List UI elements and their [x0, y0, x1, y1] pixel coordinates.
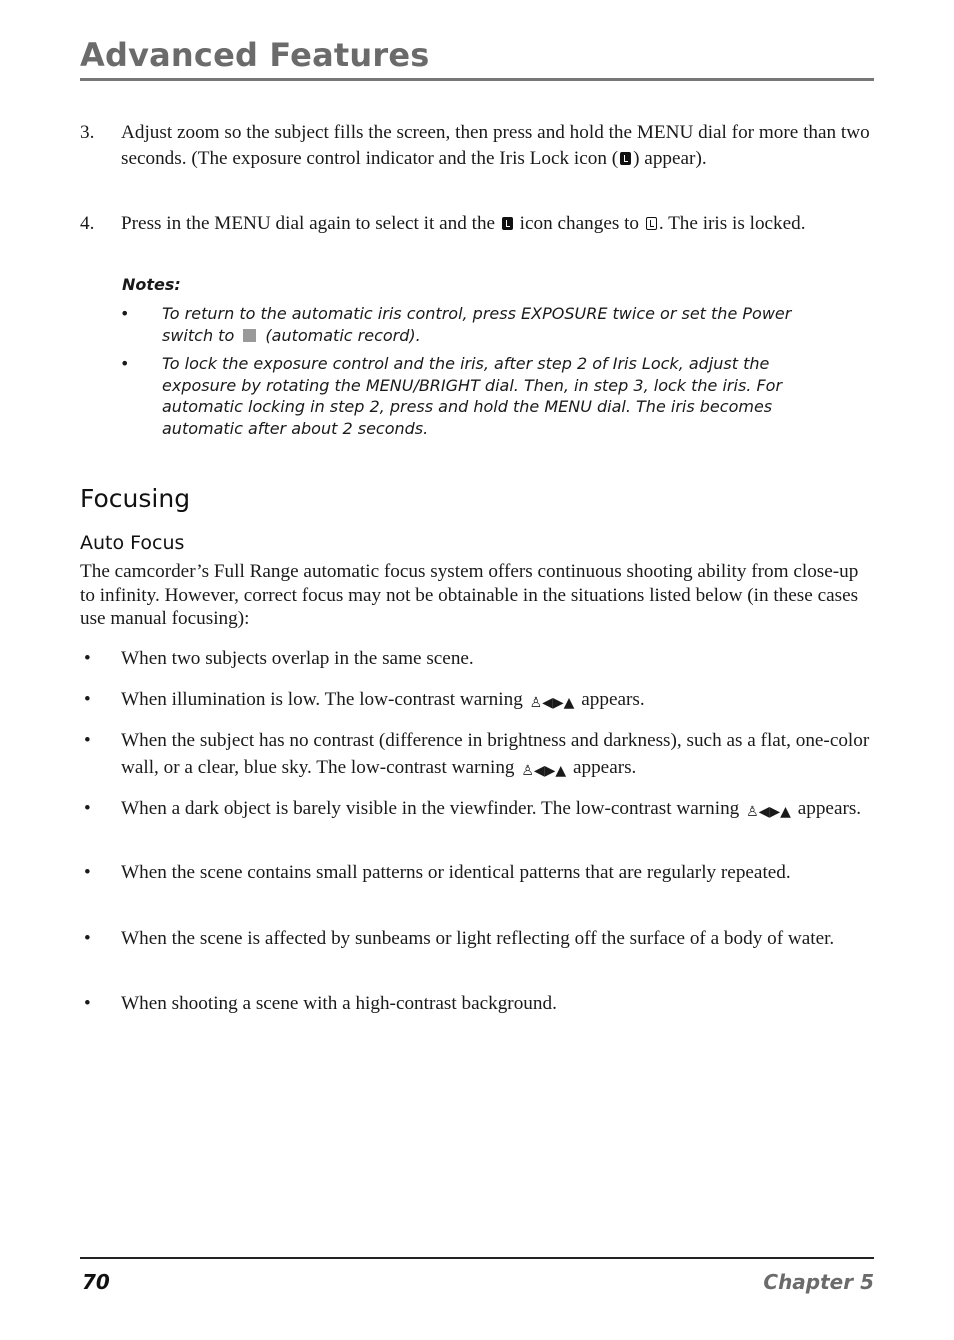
low-contrast-warning-icon: ♙◀▶▲ [746, 804, 791, 820]
low-contrast-warning-icon: ♙◀▶▲ [529, 695, 575, 711]
intro-paragraph: The camcorder’s Full Range automatic focus system offers continuous shooting ability from close-up to infinity. However, correct focus may not be obtainable in the situations listed below (in these cases use manual focusing): [80, 561, 859, 629]
footer-divider [80, 1257, 874, 1259]
iris-lock-outline-icon [646, 217, 657, 230]
step-number: 3. [80, 122, 95, 143]
note-item: • To lock the exposure control and the iris, after step 2 of Iris Lock, adjust the exposure by rotating the MENU/BRIGHT dial. Then, in step 3, lock the iris. For automatic locking in step 2, press and hold the MENU dial. The iris becomes automatic after about 2 seconds. [120, 354, 783, 438]
page-header-title: Advanced Features [80, 36, 430, 74]
auto-record-square-icon [243, 329, 256, 342]
list-item: • When shooting a scene with a high-contrast background. [84, 993, 557, 1014]
note-item: • To return to the automatic iris control, press EXPOSURE twice or set the Power switch to (automatic record). [120, 304, 792, 345]
page-number: 70 [82, 1270, 110, 1294]
list-item: • When illumination is low. The low-contrast warning ♙◀▶▲ appears. [84, 689, 645, 711]
chapter-label: Chapter 5 [763, 1270, 874, 1294]
step-number: 4. [80, 213, 95, 234]
bullet: • [120, 304, 130, 323]
section-title: Focusing [80, 484, 191, 513]
list-item: • When the subject has no contrast (difference in brightness and darkness), such as a flat, one-color wall, or a clear, blue sky. The low-contrast warning ♙◀▶▲ appears. [84, 730, 870, 779]
low-contrast-warning-icon: ♙◀▶▲ [521, 763, 567, 779]
step-4 [80, 211, 874, 237]
step-3 [80, 120, 874, 171]
step-text: Adjust zoom so the subject fills the screen, then press and hold the MENU dial for more than two seconds. (The exposure control indicator and the Iris Lock icon ( ) appear). [121, 122, 870, 169]
list-item: • When a dark object is barely visible in the viewfinder. The low-contrast warning ♙◀▶▲ appears. [84, 798, 862, 820]
list-item: • When the scene contains small patterns or identical patterns that are regularly repeated. [84, 862, 791, 883]
notes-title: Notes: [122, 275, 181, 294]
bullet: • [120, 354, 130, 373]
step-text: Press in the MENU dial again to select it and the icon changes to . The iris is locked. [121, 213, 806, 234]
list-item: • When two subjects overlap in the same scene. [84, 648, 474, 669]
header-divider [80, 78, 874, 81]
subsection-title: Auto Focus [80, 532, 185, 554]
iris-lock-icon [620, 152, 631, 165]
iris-lock-icon [502, 217, 513, 230]
list-item: • When the scene is affected by sunbeams or light reflecting off the surface of a body of water. [84, 928, 835, 949]
